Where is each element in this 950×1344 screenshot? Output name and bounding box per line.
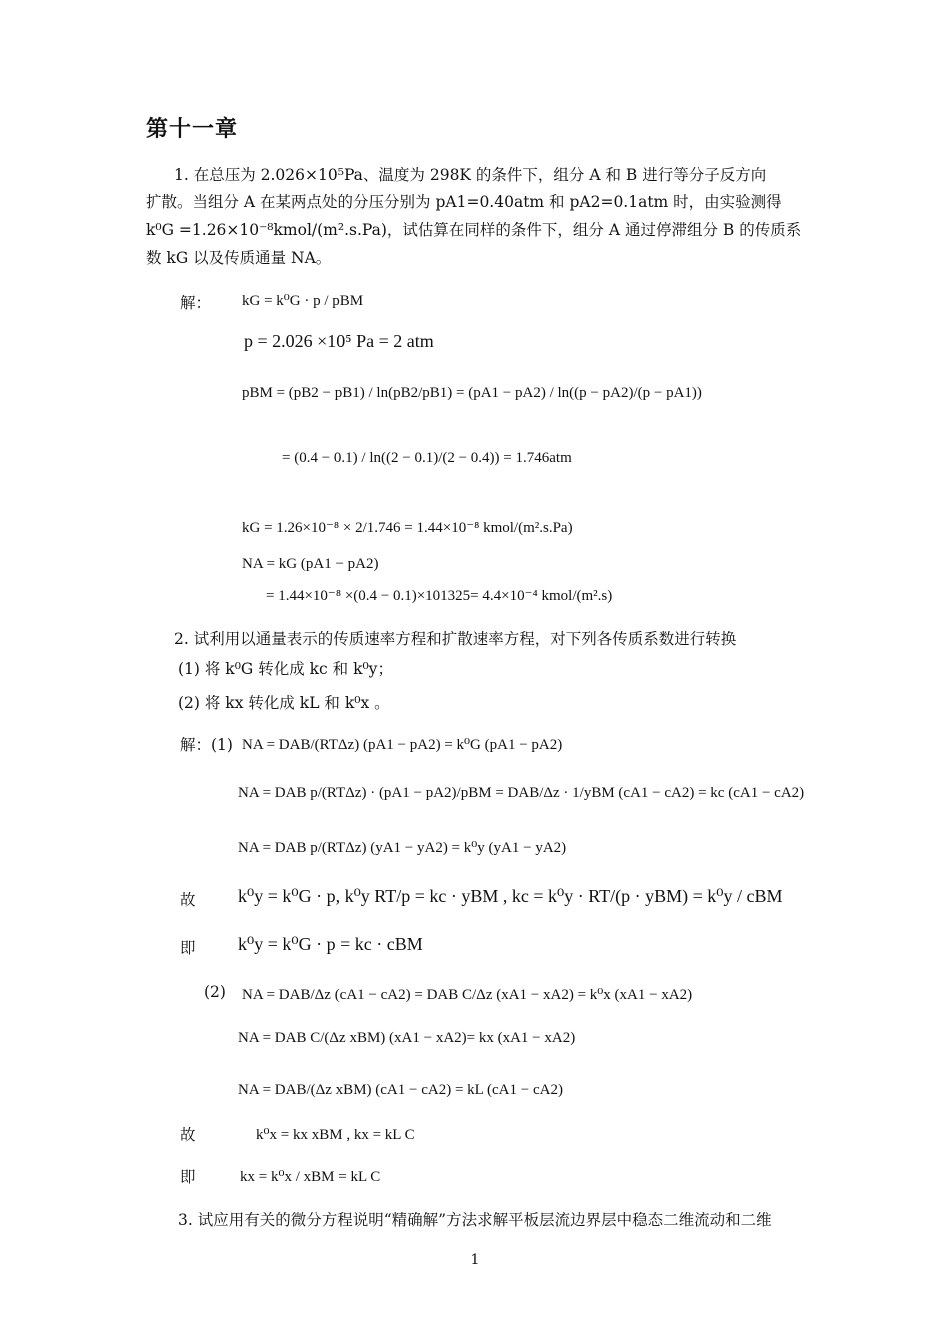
solution2-label: 解：(1)	[180, 736, 233, 754]
problem1-line2: 扩散。当组分 A 在某两点处的分压分别为 pA1=0.40atm 和 pA2=0.1atm 时，由实验测得	[146, 193, 782, 211]
solution2-eq6: NA = DAB/(Δz xBM) (cA1 − cA2) = kL (cA1 − cA2)	[238, 1082, 563, 1098]
solution1-eq6: NA = kG (pA1 − pA2)	[242, 556, 379, 572]
solution2-ji2: kx = k⁰x / xBM = kL C	[240, 1169, 381, 1185]
page-number: 1	[470, 1252, 480, 1268]
solution2-eq4: NA = DAB/Δz (cA1 − cA2) = DAB C/Δz (xA1 − xA2) = k⁰x (xA1 − xA2)	[242, 987, 693, 1003]
ji-label-2: 即	[180, 1168, 196, 1186]
solution2-gu2: k⁰x = kx xBM , kx = kL C	[256, 1127, 415, 1143]
solution1-eq5: kG = 1.26×10⁻⁸ × 2/1.746 = 1.44×10⁻⁸ kmol/(m².s.Pa)	[242, 520, 573, 536]
solution1-eq1: kG = k⁰G · p / pBM	[242, 293, 364, 309]
problem2-item2: (2) 将 kx 转化成 kL 和 k⁰x 。	[178, 694, 390, 712]
solution2-eq5: NA = DAB C/(Δz xBM) (xA1 − xA2)= kx (xA1 − xA2)	[238, 1030, 576, 1046]
gu-label-2: 故	[180, 1126, 196, 1144]
problem1-line3: k⁰G =1.26×10⁻⁸kmol/(m².s.Pa)，试估算在同样的条件下，组分 A 通过停滞组分 B 的传质系	[146, 221, 802, 239]
solution1-eq7: = 1.44×10⁻⁸ ×(0.4 − 0.1)×101325= 4.4×10⁻⁴ kmol/(m².s)	[266, 588, 613, 604]
solution2-gu1: k⁰y = k⁰G · p, k⁰y RT/p = kc · yBM , kc = k⁰y · RT/(p · yBM) = k⁰y / cBM	[238, 886, 783, 906]
solution2-eq1: NA = DAB/(RTΔz) (pA1 − pA2) = k⁰G (pA1 − pA2)	[242, 737, 563, 753]
solution2-ji1: k⁰y = k⁰G · p = kc · cBM	[238, 934, 423, 954]
solution1-label: 解：	[180, 294, 212, 312]
gu-label-1: 故	[180, 891, 196, 909]
ji-label-1: 即	[180, 939, 196, 957]
problem1-line1: 1. 在总压为 2.026×10⁵Pa、温度为 298K 的条件下，组分 A 和 B 进行等分子反方向	[174, 166, 767, 184]
solution1-eq3: pBM = (pB2 − pB1) / ln(pB2/pB1) = (pA1 − pA2) / ln((p − pA2)/(p − pA1))	[242, 385, 702, 401]
problem2-intro: 2. 试利用以通量表示的传质速率方程和扩散速率方程，对下列各传质系数进行转换	[174, 630, 737, 648]
solution2-part2-label: (2)	[204, 983, 226, 1001]
problem2-item1: (1) 将 k⁰G 转化成 kc 和 k⁰y；	[178, 660, 393, 678]
chapter-title: 第十一章	[146, 117, 239, 142]
problem1-line4: 数 kG 以及传质通量 NA。	[146, 249, 332, 267]
solution2-eq2: NA = DAB p/(RTΔz) · (pA1 − pA2)/pBM = DAB/Δz · 1/yBM (cA1 − cA2) = kc (cA1 − cA2)	[238, 785, 805, 801]
solution2-eq3: NA = DAB p/(RTΔz) (yA1 − yA2) = k⁰y (yA1 − yA2)	[238, 840, 567, 856]
problem3-line1: 3. 试应用有关的微分方程说明“精确解”方法求解平板层流边界层中稳态二维流动和二维	[178, 1211, 772, 1229]
solution1-eq2: p = 2.026 ×10⁵ Pa = 2 atm	[244, 331, 434, 351]
solution1-eq4: = (0.4 − 0.1) / ln((2 − 0.1)/(2 − 0.4)) = 1.746atm	[282, 450, 572, 466]
